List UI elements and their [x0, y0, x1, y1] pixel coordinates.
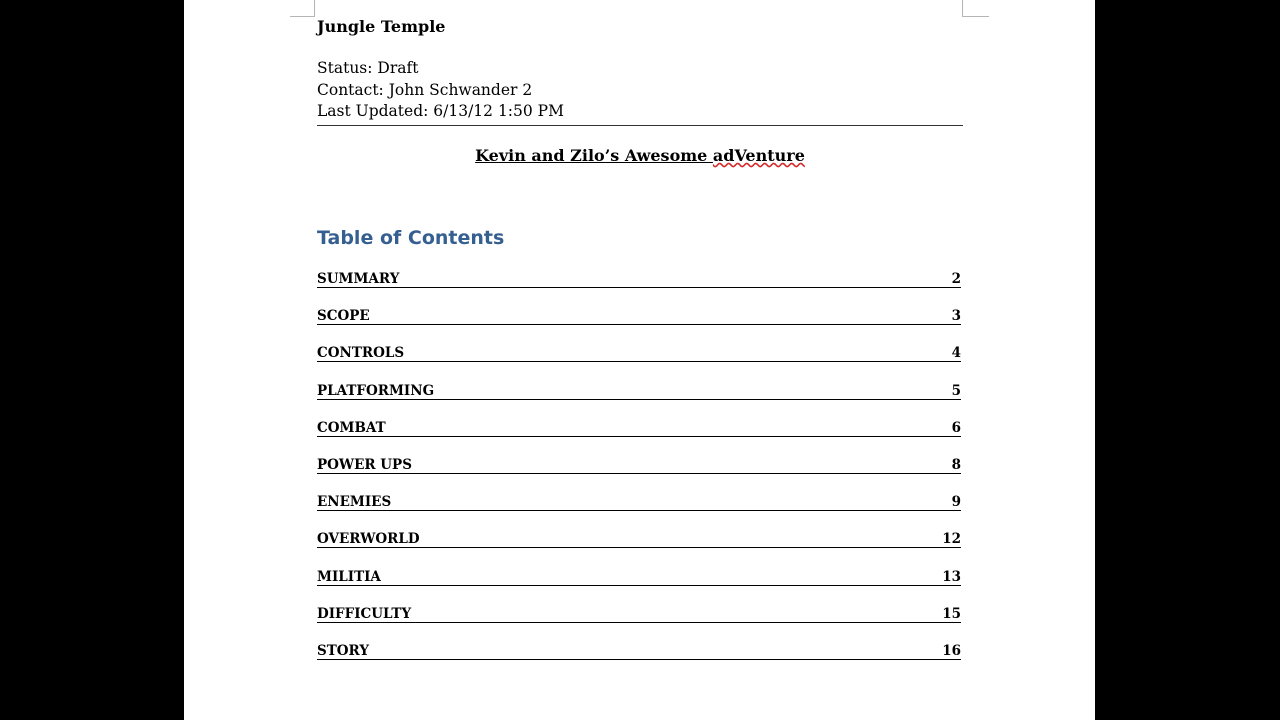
toc-leader-line	[317, 659, 961, 660]
toc-entry-page-number: 2	[951, 271, 961, 287]
toc-leader-line	[317, 361, 961, 362]
toc-entry-militia[interactable]	[317, 566, 961, 603]
toc-entry-overworld[interactable]	[317, 528, 961, 565]
toc-entry-label: PLATFORMING	[317, 382, 435, 399]
toc-entry-page-number: 16	[942, 642, 961, 659]
toc-entry-scope[interactable]	[317, 305, 961, 342]
last-updated-line: Last Updated: 6/13/12 1:50 PM	[317, 102, 564, 120]
toc-entry-summary[interactable]	[317, 268, 961, 305]
toc-entry-label: MILITIA	[317, 568, 381, 585]
toc-entry-page-number: 13	[942, 568, 961, 585]
document-metadata	[317, 58, 963, 126]
table-of-contents	[317, 268, 961, 677]
toc-entry-label: ENEMIES	[317, 494, 392, 511]
toc-entry-page-number: 15	[942, 605, 961, 622]
toc-leader-line	[317, 436, 961, 437]
toc-entry-power-ups[interactable]	[317, 454, 961, 491]
toc-entry-label: POWER UPS	[317, 456, 412, 473]
toc-entry-label: OVERWORLD	[317, 531, 420, 548]
crop-mark-top-right	[962, 0, 989, 17]
toc-entry-label: SCOPE	[317, 308, 370, 325]
toc-entry-enemies[interactable]	[317, 491, 961, 528]
toc-entry-page-number: 9	[951, 494, 961, 511]
toc-entry-label: COMBAT	[317, 419, 386, 436]
toc-entry-difficulty[interactable]	[317, 603, 961, 640]
subtitle-misspelled-word: adVenture	[712, 146, 805, 165]
toc-entry-controls[interactable]	[317, 342, 961, 379]
document-header	[317, 15, 963, 126]
subtitle-text: Kevin and Zilo’s Awesome	[475, 146, 713, 165]
toc-leader-line	[317, 399, 961, 400]
toc-leader-line	[317, 287, 961, 288]
toc-entry-combat[interactable]	[317, 417, 961, 454]
toc-leader-line	[317, 324, 961, 325]
crop-mark-top-left	[290, 0, 315, 17]
toc-heading: Table of Contents	[317, 227, 505, 249]
toc-entry-label: SUMMARY	[317, 271, 400, 287]
toc-entry-page-number: 12	[942, 531, 961, 548]
toc-entry-platforming[interactable]	[317, 380, 961, 417]
contact-line: Contact: John Schwander 2	[317, 80, 533, 99]
toc-entry-page-number: 6	[951, 419, 961, 436]
toc-leader-line	[317, 510, 961, 511]
toc-entry-story[interactable]	[317, 640, 961, 677]
toc-entry-label: DIFFICULTY	[317, 605, 412, 622]
document-title: Jungle Temple	[317, 17, 446, 36]
status-line: Status: Draft	[317, 59, 419, 77]
document-subtitle	[317, 144, 963, 168]
toc-entry-page-number: 4	[951, 345, 961, 362]
toc-leader-line	[317, 585, 961, 586]
toc-entry-page-number: 3	[951, 308, 961, 325]
document-page	[184, 0, 1095, 720]
toc-entry-page-number: 5	[951, 382, 961, 399]
toc-leader-line	[317, 622, 961, 623]
toc-leader-line	[317, 473, 961, 474]
toc-entry-page-number: 8	[951, 456, 961, 473]
toc-entry-label: STORY	[317, 642, 369, 659]
toc-entry-label: CONTROLS	[317, 345, 405, 362]
toc-leader-line	[317, 547, 961, 548]
